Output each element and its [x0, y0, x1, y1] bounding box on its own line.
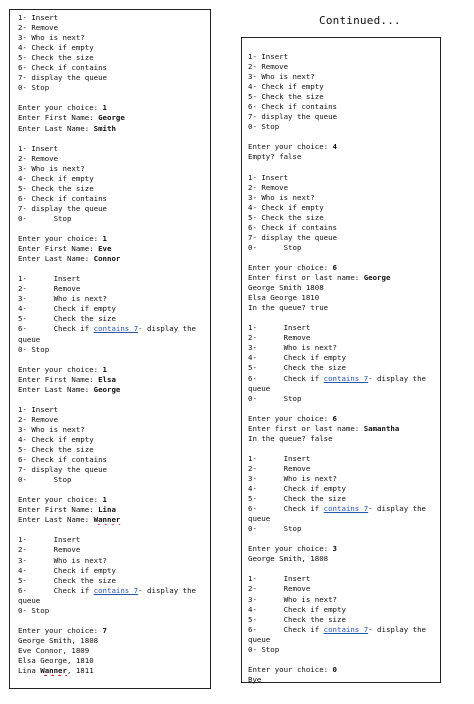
- console-text: Lina: [18, 666, 41, 676]
- console-line: [248, 434, 440, 444]
- console-line: [248, 243, 440, 253]
- console-line: [18, 33, 210, 43]
- console-text: 1- Insert: [18, 404, 59, 414]
- console-text: queue: [248, 383, 271, 393]
- console-text: 5- Check the size: [18, 53, 94, 63]
- console-line: [248, 675, 440, 685]
- console-input-value: 1: [102, 495, 107, 505]
- console-line: [18, 375, 210, 385]
- console-line: [18, 174, 210, 184]
- console-text-after: - display the: [368, 624, 427, 634]
- console-line: [18, 596, 210, 606]
- console-text: 2- Remove: [18, 23, 59, 33]
- console-text: 3- Who is next?: [248, 473, 337, 483]
- console-line: [18, 425, 210, 435]
- console-line: [248, 394, 440, 404]
- console-line: [248, 645, 440, 655]
- console-text: 3- Who is next?: [248, 192, 315, 202]
- console-line: [248, 213, 440, 223]
- console-transcript-right: [241, 37, 441, 683]
- console-text: Elsa George, 1810: [18, 656, 94, 665]
- console-line: [248, 82, 440, 92]
- console-line: [248, 112, 440, 122]
- console-input-value: 7: [102, 625, 107, 635]
- console-text: Enter First Name:: [18, 374, 99, 384]
- console-line: [248, 504, 440, 514]
- console-line: [248, 62, 440, 72]
- console-text: Enter your choice:: [18, 364, 103, 374]
- console-text: 7- display the queue: [248, 112, 337, 122]
- console-text: 6- Check if: [18, 585, 94, 595]
- console-text: 6- Check if: [248, 624, 324, 634]
- continued-heading: Continued...: [319, 14, 401, 27]
- console-text: 6- Check if: [248, 504, 324, 514]
- blank-line: [18, 93, 210, 103]
- console-line: [18, 566, 210, 576]
- console-text: 5- Check the size: [18, 575, 116, 585]
- console-line: [248, 122, 440, 132]
- console-line: [18, 626, 210, 636]
- console-text: 3- Who is next?: [248, 72, 315, 82]
- console-text: 0- Stop: [248, 122, 280, 132]
- console-text: 1- Insert: [248, 453, 311, 463]
- console-line: [18, 83, 210, 93]
- console-line: [18, 204, 210, 214]
- console-text: Enter Last Name:: [18, 515, 94, 525]
- console-line: [248, 263, 440, 273]
- console-text: 5- Check the size: [248, 92, 324, 102]
- blank-line: [248, 313, 440, 323]
- console-line: [18, 445, 210, 455]
- console-line: [18, 475, 210, 485]
- console-text: 7- display the queue: [18, 203, 107, 213]
- console-line: [18, 606, 210, 616]
- console-input-value: George: [93, 384, 121, 394]
- console-text: 2- Remove: [248, 463, 311, 473]
- console-text: 0- Stop: [18, 344, 50, 354]
- console-text: 3- Who is next?: [248, 343, 337, 353]
- console-line: [18, 576, 210, 586]
- console-line: [18, 365, 210, 375]
- console-line: [248, 414, 440, 424]
- console-line: [248, 152, 440, 162]
- console-line: [18, 53, 210, 63]
- console-text: 4- Check if empty: [248, 604, 346, 614]
- console-text: 5- Check the size: [248, 212, 324, 222]
- console-text: 6- Check if contains: [18, 455, 107, 465]
- console-line: [248, 273, 440, 283]
- console-line: [18, 274, 210, 284]
- console-text: 0- Stop: [18, 83, 50, 93]
- console-line: [248, 323, 440, 333]
- console-line: [248, 424, 440, 434]
- console-text: 4- Check if empty: [18, 43, 94, 53]
- console-text: 1- Insert: [18, 143, 59, 153]
- console-line: [248, 484, 440, 494]
- console-text: 7- display the queue: [248, 232, 337, 242]
- console-text-after: - display the: [368, 373, 427, 383]
- console-line: [18, 324, 210, 334]
- console-line: [18, 636, 210, 646]
- console-line: [248, 203, 440, 213]
- console-line: [248, 474, 440, 484]
- console-text: Eve Connor, 1809: [18, 645, 90, 655]
- console-text: Enter your choice:: [18, 625, 103, 635]
- console-line: [18, 495, 210, 505]
- console-text: Enter Last Name:: [18, 123, 94, 133]
- console-line: [18, 545, 210, 555]
- console-text: Empty? false: [248, 152, 302, 162]
- console-line: [18, 184, 210, 194]
- console-line: [18, 244, 210, 254]
- console-link-text: contains 7: [93, 324, 139, 334]
- console-text: Enter your choice:: [248, 544, 333, 554]
- console-line: [248, 494, 440, 504]
- console-line: [18, 304, 210, 314]
- console-line: [18, 214, 210, 224]
- blank-line: [18, 616, 210, 626]
- blank-line: [18, 525, 210, 535]
- console-text: 5- Check the size: [18, 445, 94, 455]
- console-line: [18, 294, 210, 304]
- console-input-value: 4: [332, 142, 337, 152]
- console-line: [248, 464, 440, 474]
- console-text: 3- Who is next?: [18, 163, 85, 173]
- console-text: Enter Last Name:: [18, 384, 94, 394]
- console-text: 2- Remove: [18, 414, 59, 424]
- console-text: 1- Insert: [18, 274, 81, 284]
- console-line: [18, 254, 210, 264]
- console-line: [18, 415, 210, 425]
- console-text: 0- Stop: [18, 213, 72, 223]
- console-line: [248, 303, 440, 313]
- console-text: 3- Who is next?: [18, 33, 85, 43]
- console-line: [18, 586, 210, 596]
- console-text: queue: [248, 514, 271, 524]
- console-text: 0- Stop: [248, 393, 302, 403]
- console-line: [18, 385, 210, 395]
- console-flagged-word: Wanner: [93, 515, 121, 525]
- console-line: [18, 345, 210, 355]
- console-line: [18, 63, 210, 73]
- console-line: [248, 635, 440, 645]
- console-text: 2- Remove: [18, 545, 81, 555]
- console-text: 2- Remove: [248, 333, 311, 343]
- console-input-value: Samantha: [363, 423, 400, 433]
- console-text: 6- Check if: [18, 324, 94, 334]
- console-line: [248, 384, 440, 394]
- console-line: [18, 194, 210, 204]
- console-text: 3- Who is next?: [18, 555, 107, 565]
- console-text: 1- Insert: [18, 13, 59, 22]
- console-input-value: 1: [102, 103, 107, 113]
- console-line: [248, 374, 440, 384]
- console-line: [248, 283, 440, 293]
- blank-line: [18, 395, 210, 405]
- console-text: 2- Remove: [248, 62, 289, 72]
- console-line: [248, 544, 440, 554]
- blank-line: [248, 655, 440, 665]
- console-text: 0- Stop: [248, 524, 302, 534]
- console-text: 1- Insert: [248, 574, 311, 584]
- console-line: [18, 435, 210, 445]
- console-line: [248, 293, 440, 303]
- console-line: [248, 605, 440, 615]
- console-text: 4- Check if empty: [18, 434, 94, 444]
- console-input-value: 6: [332, 413, 337, 423]
- console-line: [18, 666, 210, 676]
- console-text: Enter Last Name:: [18, 254, 94, 264]
- console-text: 0- Stop: [18, 475, 72, 485]
- console-text: George Smith 1808: [248, 283, 324, 293]
- console-text: George Smith, 1808: [248, 554, 329, 564]
- console-line: [18, 164, 210, 174]
- console-line: [18, 455, 210, 465]
- console-input-value: Connor: [93, 254, 121, 264]
- console-line: [18, 154, 210, 164]
- console-input-value: 0: [332, 664, 337, 674]
- console-flagged-word: Wanner: [40, 666, 67, 676]
- blank-line: [18, 134, 210, 144]
- console-text: 2- Remove: [248, 584, 311, 594]
- blank-line: [18, 485, 210, 495]
- console-text: In the queue? false: [248, 433, 333, 443]
- console-text: 5- Check the size: [248, 363, 346, 373]
- console-text-after: - display the: [138, 585, 197, 595]
- console-text-after: , 1811: [66, 666, 94, 676]
- console-line: [18, 335, 210, 345]
- blank-line: [248, 253, 440, 263]
- console-link-text: contains 7: [323, 373, 369, 383]
- console-line: [18, 314, 210, 324]
- console-line: [248, 92, 440, 102]
- console-text: 5- Check the size: [248, 614, 346, 624]
- console-text: George Smith, 1808: [18, 635, 99, 645]
- console-text: 0- Stop: [18, 605, 50, 615]
- console-text: 1- Insert: [248, 323, 311, 333]
- console-text: Bye: [248, 674, 262, 684]
- blank-line: [248, 404, 440, 414]
- console-text: 3- Who is next?: [18, 294, 107, 304]
- console-line: [248, 183, 440, 193]
- console-line: [248, 102, 440, 112]
- console-text: queue: [248, 634, 271, 644]
- console-line: [248, 615, 440, 625]
- console-text: 4- Check if empty: [18, 304, 116, 314]
- console-line: [248, 72, 440, 82]
- console-text: 5- Check the size: [18, 314, 116, 324]
- console-line: [248, 524, 440, 534]
- console-line: [248, 142, 440, 152]
- console-line: [18, 284, 210, 294]
- console-line: [18, 144, 210, 154]
- console-line: [248, 333, 440, 343]
- console-text: 4- Check if empty: [248, 82, 324, 92]
- console-input-value: Elsa: [98, 374, 116, 384]
- console-line: [18, 646, 210, 656]
- console-text: Enter your choice:: [248, 262, 333, 272]
- console-line: [248, 193, 440, 203]
- console-text: 4- Check if empty: [18, 173, 94, 183]
- console-text: 6- Check if contains: [248, 222, 337, 232]
- console-line: [248, 454, 440, 464]
- console-transcript-left: [9, 9, 211, 689]
- console-input-value: 1: [102, 234, 107, 244]
- console-text: Enter your choice:: [248, 664, 333, 674]
- console-line: [18, 505, 210, 515]
- console-line: [248, 584, 440, 594]
- blank-line: [18, 355, 210, 365]
- console-input-value: George: [363, 273, 391, 283]
- console-input-value: Eve: [98, 244, 112, 254]
- console-line: [18, 234, 210, 244]
- console-text: Enter your choice:: [248, 413, 333, 423]
- console-line: [18, 124, 210, 134]
- console-text: 7- display the queue: [18, 73, 107, 83]
- console-text: 6- Check if contains: [248, 102, 337, 112]
- console-text: 2- Remove: [18, 284, 81, 294]
- console-text: 2- Remove: [18, 153, 59, 163]
- console-text: Enter your choice:: [18, 103, 103, 113]
- console-line: [18, 535, 210, 545]
- console-input-value: 6: [332, 262, 337, 272]
- console-text: queue: [18, 334, 41, 344]
- console-text: 5- Check the size: [248, 494, 346, 504]
- console-line: [248, 665, 440, 675]
- console-line: [248, 625, 440, 635]
- console-input-value: Lina: [98, 505, 116, 515]
- console-input-value: 3: [332, 544, 337, 554]
- console-line: [18, 113, 210, 123]
- console-text: 0- Stop: [248, 644, 280, 654]
- blank-line: [248, 534, 440, 544]
- console-text-after: - display the: [138, 324, 197, 334]
- console-line: [18, 73, 210, 83]
- console-line: [248, 514, 440, 524]
- console-text: 4- Check if empty: [248, 484, 346, 494]
- console-input-value: Smith: [93, 123, 116, 133]
- console-text: Enter first or last name:: [248, 423, 364, 433]
- console-text: Enter First Name:: [18, 113, 99, 123]
- console-text: 7- display the queue: [18, 465, 107, 475]
- console-line: [18, 465, 210, 475]
- console-line: [18, 556, 210, 566]
- blank-line: [248, 444, 440, 454]
- console-text: 1- Insert: [18, 535, 81, 545]
- console-line: [18, 13, 210, 23]
- blank-line: [248, 132, 440, 142]
- console-text: 1- Insert: [248, 172, 289, 182]
- console-text: 6- Check if contains: [18, 63, 107, 73]
- console-text: In the queue? true: [248, 303, 329, 313]
- console-line: [248, 233, 440, 243]
- console-input-value: 1: [102, 364, 107, 374]
- console-text: Enter First Name:: [18, 244, 99, 254]
- console-line: [248, 595, 440, 605]
- console-text: 4- Check if empty: [248, 202, 324, 212]
- console-text: 0- Stop: [248, 242, 302, 252]
- console-line: [248, 554, 440, 564]
- console-text: 6- Check if: [248, 373, 324, 383]
- console-text: Enter your choice:: [18, 495, 103, 505]
- console-link-text: contains 7: [323, 504, 369, 514]
- console-text: 1- Insert: [248, 52, 289, 61]
- console-text: 3- Who is next?: [18, 424, 85, 434]
- console-text: 4- Check if empty: [18, 565, 116, 575]
- console-text-after: - display the: [368, 504, 427, 514]
- blank-line: [18, 264, 210, 274]
- console-line: [18, 23, 210, 33]
- console-line: [248, 363, 440, 373]
- console-line: [18, 103, 210, 113]
- console-text: Enter your choice:: [248, 142, 333, 152]
- console-input-value: George: [98, 113, 125, 123]
- console-line: [18, 405, 210, 415]
- console-text: queue: [18, 595, 41, 605]
- console-line: [248, 574, 440, 584]
- console-link-text: contains 7: [93, 585, 139, 595]
- console-link-text: contains 7: [323, 624, 369, 634]
- console-line: [248, 223, 440, 233]
- console-text: 5- Check the size: [18, 183, 94, 193]
- console-line: [18, 43, 210, 53]
- blank-line: [18, 224, 210, 234]
- blank-line: [248, 163, 440, 173]
- console-line: [248, 353, 440, 363]
- console-line: [248, 343, 440, 353]
- console-text: Enter your choice:: [18, 234, 103, 244]
- console-line: [248, 173, 440, 183]
- console-text: 4- Check if empty: [248, 353, 346, 363]
- console-line: [18, 515, 210, 525]
- console-line: [18, 656, 210, 666]
- console-line: [248, 52, 440, 62]
- blank-line: [248, 564, 440, 574]
- console-text: Enter First Name:: [18, 505, 99, 515]
- console-text: 2- Remove: [248, 182, 289, 192]
- console-text: Elsa George 1810: [248, 293, 320, 303]
- console-text: 6- Check if contains: [18, 193, 107, 203]
- console-text: Enter first or last name:: [248, 273, 364, 283]
- console-text: 3- Who is next?: [248, 594, 337, 604]
